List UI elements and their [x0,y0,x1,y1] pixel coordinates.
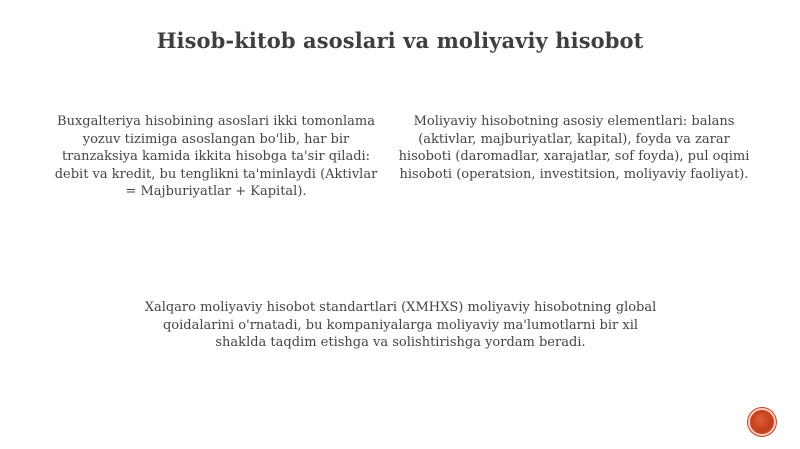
slide-title: Hisob-kitob asoslari va moliyaviy hisobot [156,28,644,53]
left-text-block: Buxgalteriya hisobining asoslari ikki tomonlama yozuv tizimiga asoslangan bo'lib, har bir tranzaksiya kamida ikkita hisobga ta'sir qiladi: debit va kredit, bu tenglikni ta'minlaydi (Aktivlar = Majburiyatlar + Kapital). [54,114,378,199]
bottom-text-block: Xalqaro moliyaviy hisobot standartlari (XMHXS) moliyaviy hisobotning global qoidalarini o'rnatadi, bu kompaniyalarga moliyaviy ma'lumotlarni bir xil shaklda taqdim etishga va solishtirishga yordam beradi. [144,300,657,350]
right-text-block: Moliyaviy hisobotning asosiy elementlari: balans (aktivlar, majburiyatlar, kapital), foyda va zarar hisoboti (daromadlar, xarajatlar, sof foyda), pul oqimi hisoboti (operatsion, investitsion, moliyaviy faoliyat). [398,114,750,182]
slide-nav-button[interactable] [748,408,776,436]
circle-nav-icon [753,413,771,431]
